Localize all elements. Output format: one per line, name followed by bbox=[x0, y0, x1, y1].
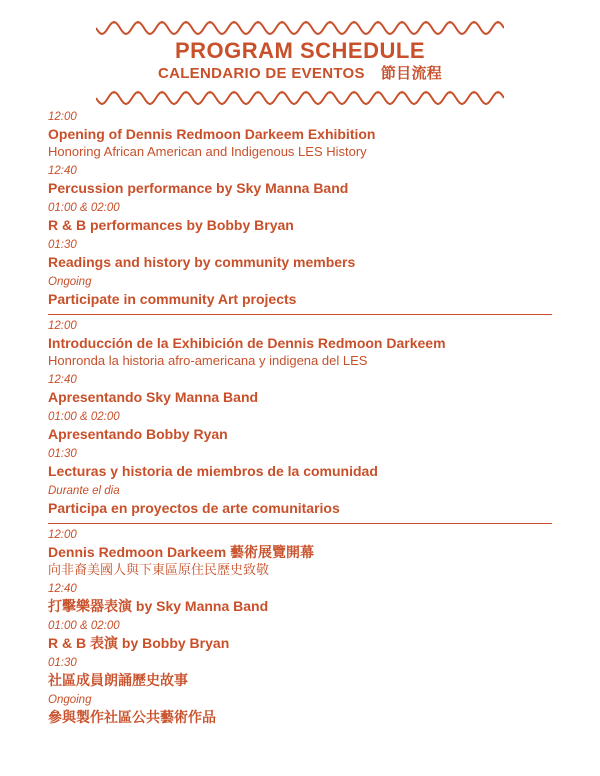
event-description: Honoring African American and Indigenous LES History bbox=[48, 144, 367, 159]
event-name: Introducción de la Exhibición de Dennis Redmoon Darkeem bbox=[48, 335, 446, 351]
event-time: 01:00 & 02:00 bbox=[48, 620, 120, 632]
event-description: Honronda la historia afro-americana y indigena del LES bbox=[48, 353, 368, 368]
event-item bbox=[48, 447, 552, 480]
event-time: 01:30 bbox=[48, 239, 77, 251]
section-divider bbox=[48, 314, 552, 315]
event-name: R & B performances by Bobby Bryan bbox=[48, 217, 294, 233]
event-item bbox=[48, 410, 552, 443]
event-time: 12:40 bbox=[48, 374, 77, 386]
event-item bbox=[48, 656, 552, 689]
event-name: Readings and history by community members bbox=[48, 254, 356, 270]
event-time: 12:00 bbox=[48, 529, 77, 541]
event-name: Participate in community Art projects bbox=[48, 291, 297, 307]
event-item bbox=[48, 238, 552, 271]
event-item bbox=[48, 319, 552, 369]
event-name: 參與製作社區公共藝術作品 bbox=[48, 709, 216, 725]
page-title: PROGRAM SCHEDULE bbox=[174, 38, 425, 63]
event-item bbox=[48, 693, 552, 726]
event-name: R & B 表演 by Bobby Bryan bbox=[48, 635, 230, 651]
schedule-section-chinese bbox=[48, 528, 552, 726]
event-name: Participa en proyectos de arte comunitarios bbox=[48, 500, 340, 516]
header bbox=[0, 0, 600, 108]
event-item bbox=[48, 275, 552, 308]
event-time: 12:00 bbox=[48, 320, 77, 332]
event-item bbox=[48, 619, 552, 652]
event-description: 向非裔美國人與下東區原住民歷史致敬 bbox=[48, 562, 270, 577]
event-name: Lecturas y historia de miembros de la comunidad bbox=[48, 463, 378, 479]
event-item bbox=[48, 110, 552, 160]
event-name: Dennis Redmoon Darkeem 藝術展覽開幕 bbox=[48, 544, 315, 560]
schedule-section-spanish bbox=[48, 319, 552, 517]
event-item bbox=[48, 164, 552, 197]
event-item bbox=[48, 528, 552, 578]
subtitle-chinese: 節目流程 bbox=[380, 65, 443, 82]
event-time: 01:00 & 02:00 bbox=[48, 411, 120, 423]
event-time: 12:40 bbox=[48, 165, 77, 177]
event-item bbox=[48, 373, 552, 406]
event-name: Apresentando Sky Manna Band bbox=[48, 389, 259, 405]
event-time: Ongoing bbox=[48, 276, 92, 288]
event-time: 01:00 & 02:00 bbox=[48, 202, 120, 214]
event-item bbox=[48, 201, 552, 234]
section-divider bbox=[48, 523, 552, 524]
event-name: 打擊樂器表演 by Sky Manna Band bbox=[48, 598, 269, 614]
event-time: 01:30 bbox=[48, 657, 77, 669]
event-name: Percussion performance by Sky Manna Band bbox=[48, 180, 349, 196]
event-time: 12:40 bbox=[48, 583, 77, 595]
event-name: Opening of Dennis Redmoon Darkeem Exhibition bbox=[48, 126, 376, 142]
event-item bbox=[48, 582, 552, 615]
event-item bbox=[48, 484, 552, 517]
schedule-section-english bbox=[48, 110, 552, 308]
event-time: Ongoing bbox=[48, 694, 92, 706]
wave-ornament-top bbox=[96, 20, 504, 36]
event-name: Apresentando Bobby Ryan bbox=[48, 426, 228, 442]
event-time: Durante el dia bbox=[48, 485, 120, 497]
event-name: 社區成員朗誦歷史故事 bbox=[48, 672, 188, 688]
wave-ornament-bottom bbox=[96, 90, 504, 106]
event-time: 01:30 bbox=[48, 448, 77, 460]
subtitle-spanish: CALENDARIO DE EVENTOS bbox=[157, 65, 365, 82]
schedule bbox=[48, 106, 552, 730]
event-time: 12:00 bbox=[48, 111, 77, 123]
page-subtitle bbox=[0, 64, 600, 84]
